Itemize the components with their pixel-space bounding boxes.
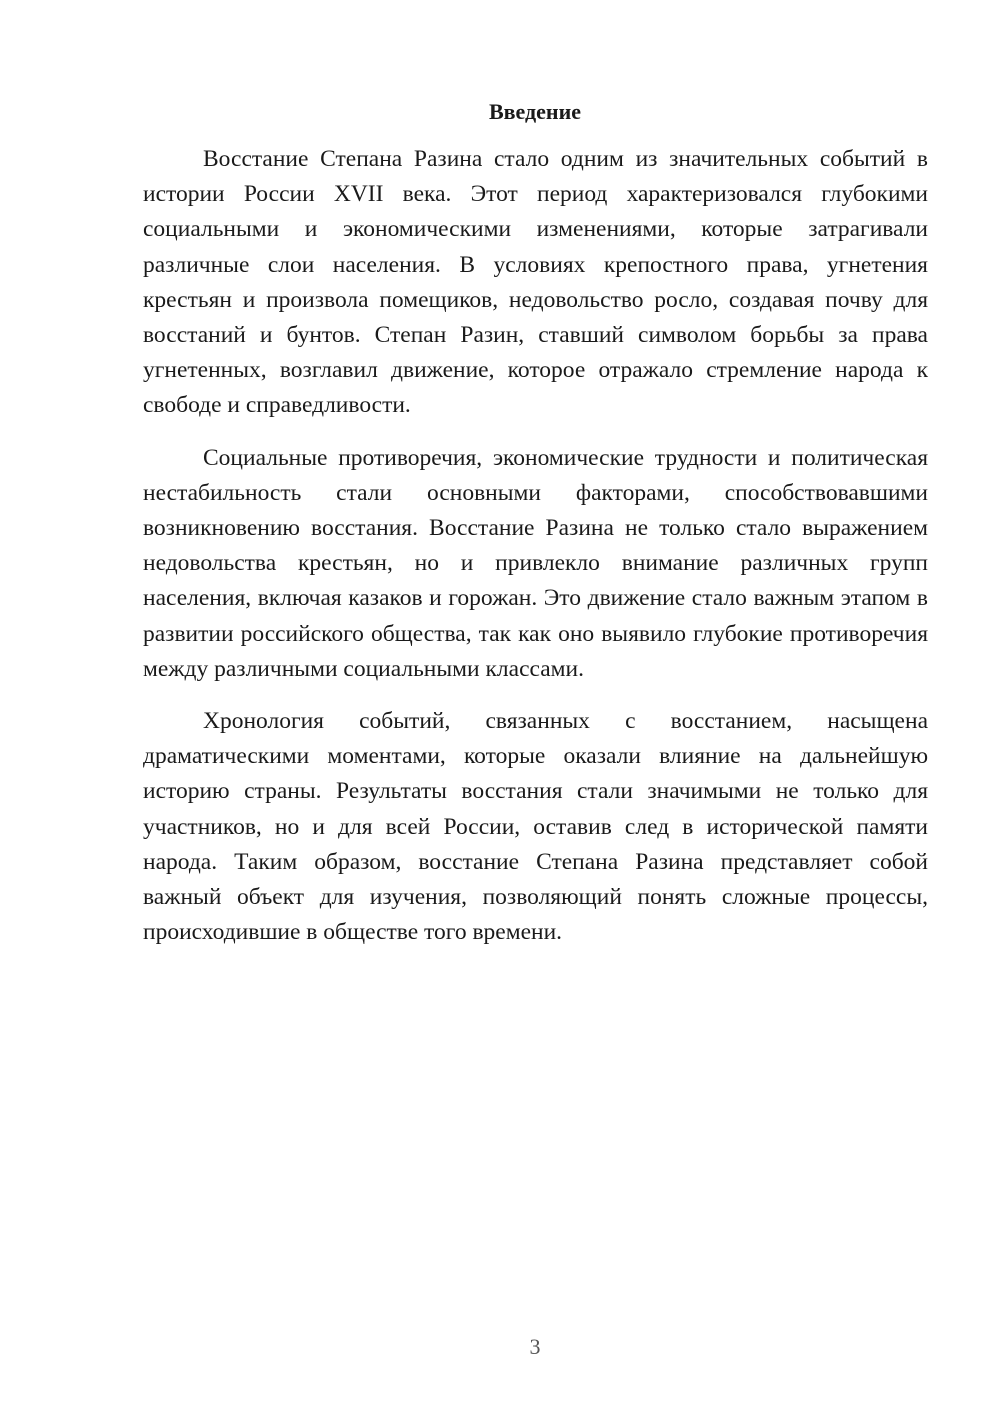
body-text <box>143 142 928 967</box>
paragraph-2: Социальные противоречия, экономические трудности и политическая нестабильность стали основными факторами, способствовавшими возникновению восстания. Восстание Разина не только стало выражением недовольства крестьян, но и привлекло внимание различных групп населения, включая казаков и горожан. Это движение стало важным этапом в развитии российского общества, так как оно выявило глубокие противоречия между различными социальными классами. <box>143 444 928 682</box>
section-title: Введение <box>488 99 582 124</box>
paragraph-1: Восстание Степана Разина стало одним из значительных событий в истории России XVII века. Этот период характеризовался глубокими социальными и экономическими изменениями, которые затрагивали различные слои населения. В условиях крепостного права, угнетения крестьян и произвола помещиков, недовольство росло, создавая почву для восстаний и бунтов. Степан Разин, ставший символом борьбы за права угнетенных, возглавил движение, которое отражало стремление народа к свободе и справедливости. <box>143 146 928 419</box>
paragraph-3: Хронология событий, связанных с восстанием, насыщена драматическими моментами, которые оказали влияние на дальнейшую историю страны. Результаты восстания стали значимыми не только для участников, но и для всей России, оставив след в исторической памяти народа. Таким образом, восстание Степана Разина представляет собой важный объект для изучения, позволяющий понять сложные процессы, происходившие в обществе того времени. <box>143 708 928 946</box>
page-number: 3 <box>529 1334 541 1359</box>
